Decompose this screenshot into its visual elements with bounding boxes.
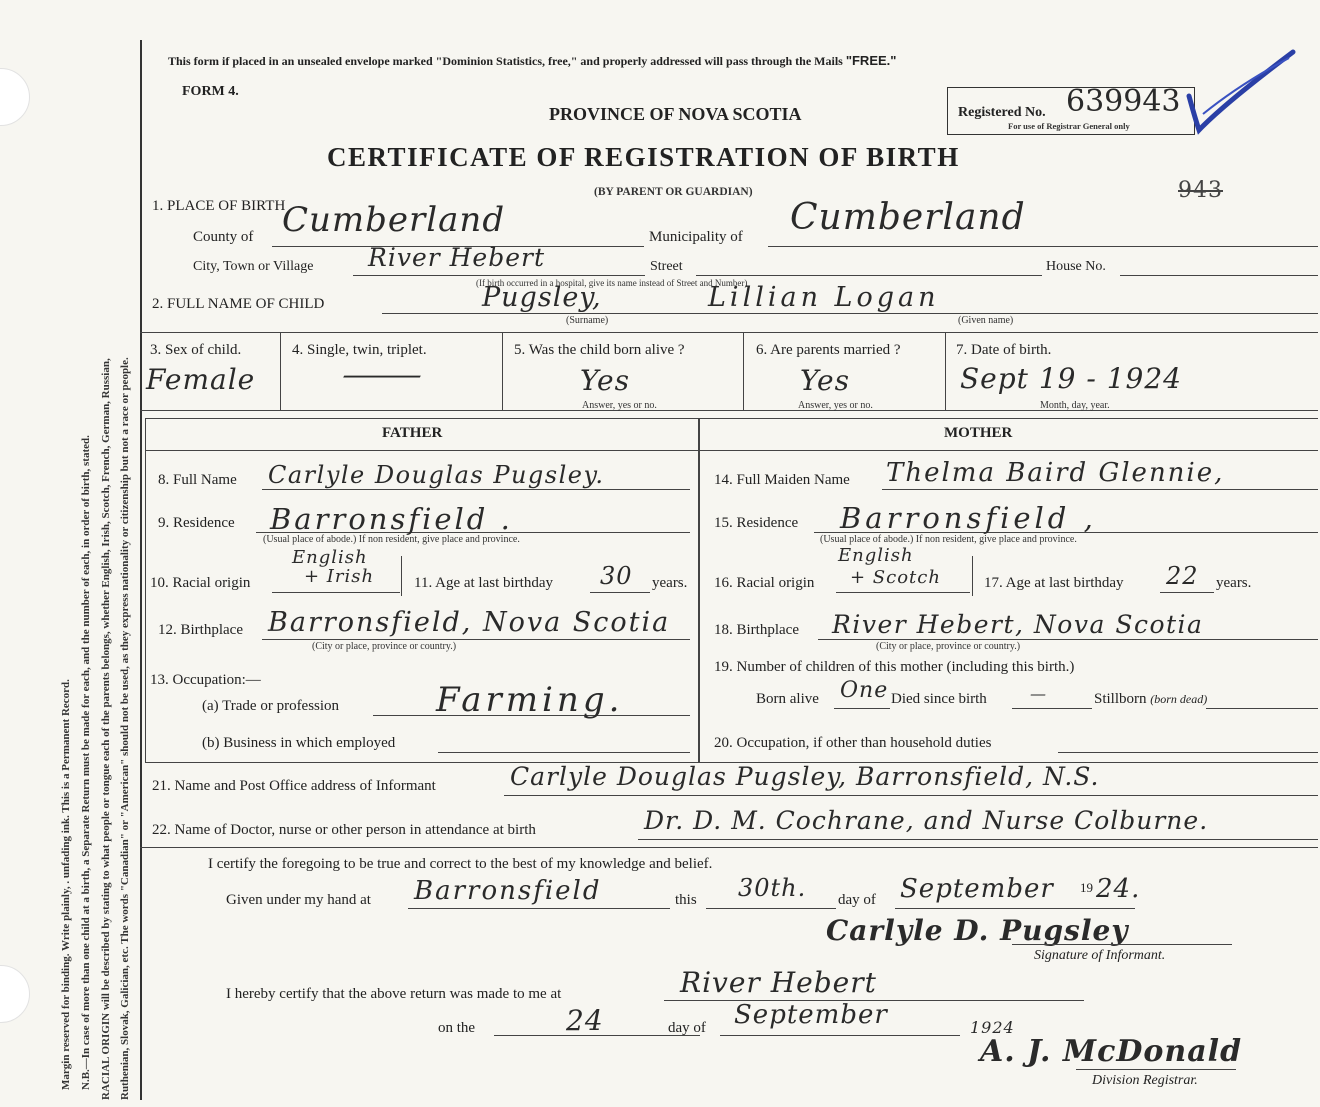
- sex-label: 3. Sex of child.: [150, 342, 242, 358]
- father-racial-label: 10. Racial origin: [150, 575, 251, 591]
- reg-day-of-label: day of: [668, 1020, 706, 1036]
- child-given-name: Lillian Logan: [708, 282, 940, 313]
- col-divider-3: [280, 332, 281, 410]
- born-alive-count-value: One: [840, 678, 889, 703]
- registrar-place-value: River Hebert: [680, 966, 877, 999]
- city-label: City, Town or Village: [193, 259, 314, 274]
- given-place-line: [408, 908, 670, 909]
- father-racial-value-top: English: [292, 547, 368, 568]
- check-mark-icon: [1185, 48, 1300, 138]
- born-alive-count-label: Born alive: [756, 691, 819, 707]
- registered-number-box: [947, 84, 1195, 135]
- parents-box-top: [145, 418, 1318, 419]
- stillborn-label: Stillborn (born dead): [1094, 691, 1208, 707]
- given-caption: (Given name): [958, 315, 1014, 326]
- doctor-label: 22. Name of Doctor, nurse or other person in attendance at birth: [152, 822, 536, 838]
- parents-married-caption: Answer, yes or no.: [798, 400, 873, 411]
- given-under-hand-label: Given under my hand at: [226, 892, 371, 908]
- house-label: House No.: [1046, 259, 1106, 274]
- day-of-label: day of: [838, 892, 876, 908]
- col-divider-5: [743, 332, 744, 410]
- child-name-line: [382, 313, 1318, 314]
- form-number: FORM 4.: [182, 84, 239, 99]
- doctor-line: [638, 839, 1318, 840]
- registrar-signature: A. J. McDonald: [980, 1034, 1243, 1069]
- mother-name-label: 14. Full Maiden Name: [714, 472, 850, 488]
- stillborn-line: [1206, 708, 1318, 709]
- registered-number: 639943: [1066, 84, 1181, 119]
- mother-occupation-label: 20. Occupation, if other than household duties: [714, 735, 992, 751]
- this-label: this: [675, 892, 697, 908]
- reg-year-value: 1924: [970, 1018, 1015, 1037]
- reg-month-line: [720, 1035, 960, 1036]
- binding-hole-top: [0, 68, 30, 126]
- registrar-signature-line: [1076, 1069, 1236, 1070]
- parents-header-line: [145, 450, 1318, 451]
- year-value: 24.: [1096, 874, 1141, 904]
- mother-age-label: 17. Age at last birthday: [984, 575, 1124, 591]
- business-label: (b) Business in which employed: [202, 735, 396, 751]
- form-left-border: [140, 40, 142, 1100]
- parents-married-value: Yes: [800, 364, 850, 397]
- born-alive-count-line: [834, 708, 890, 709]
- child-name-label: 2. FULL NAME OF CHILD: [152, 296, 325, 312]
- mother-birthplace-line: [818, 639, 1318, 640]
- mother-occupation-line: [1058, 752, 1318, 753]
- died-label: Died since birth: [891, 691, 987, 707]
- on-the-label: on the: [438, 1020, 476, 1036]
- business-line: [438, 752, 690, 753]
- margin-nb-note: N.B.—In case of more than one child at a birth, a Separate Return must be made for each, and the number of each, in order of birth, stated.: [80, 435, 92, 1090]
- house-line: [1120, 275, 1318, 276]
- father-years-label: years.: [652, 575, 688, 591]
- informant-line: [504, 795, 1318, 796]
- mother-age-line: [1160, 592, 1214, 593]
- registrar-use-note: For use of Registrar General only: [1008, 121, 1130, 131]
- plurality-value: —: [340, 358, 418, 391]
- month-line: [895, 908, 1135, 909]
- father-heading: FATHER: [382, 425, 443, 441]
- mother-birthplace-label: 18. Birthplace: [714, 622, 799, 638]
- mother-residence-label: 15. Residence: [714, 515, 799, 531]
- children-count-label: 19. Number of children of this mother (including this birth.): [714, 659, 1075, 675]
- informant-signature-caption: Signature of Informant.: [1034, 948, 1166, 963]
- informant-value: Carlyle Douglas Pugsley, Barronsfield, N.S.: [510, 762, 1100, 791]
- certificate-title: CERTIFICATE OF REGISTRATION OF BIRTH: [327, 142, 960, 172]
- died-value: —: [1030, 684, 1047, 703]
- mother-name-value: Thelma Baird Glennie,: [886, 458, 1225, 488]
- father-residence-value: Barronsfield .: [270, 502, 513, 536]
- mother-age-value: 22: [1166, 562, 1199, 590]
- month-value: September: [900, 874, 1054, 904]
- died-line: [1012, 708, 1092, 709]
- col-divider-4: [502, 332, 503, 410]
- mother-years-label: years.: [1216, 575, 1252, 591]
- mail-notice: This form if placed in an unsealed envelope marked "Dominion Statistics, free," and properly addressed will pass through the Mails "FREE.": [168, 53, 897, 68]
- county-value: Cumberland: [282, 200, 506, 240]
- mother-racial-value-bottom: + Scotch: [850, 567, 941, 588]
- father-box-left: [145, 418, 146, 762]
- street-label: Street: [650, 259, 683, 274]
- father-name-value: Carlyle Douglas Pugsley.: [268, 461, 605, 489]
- binding-hole-bottom: [0, 965, 30, 1023]
- municipality-value: Cumberland: [790, 197, 1026, 238]
- informant-section-divider: [140, 847, 1318, 848]
- municipality-label: Municipality of: [649, 229, 743, 245]
- father-occupation-label: 13. Occupation:—: [150, 672, 261, 688]
- parent-divider: [698, 418, 700, 762]
- father-name-label: 8. Full Name: [158, 472, 237, 488]
- father-racial-value-bottom: + Irish: [304, 566, 375, 587]
- given-place-value: Barronsfield: [414, 876, 602, 906]
- child-surname: Pugsley,: [482, 282, 602, 313]
- margin-binding-note: Margin reserved for binding. Write plainly, . unfading ink. This is a Permanent Record.: [60, 679, 72, 1090]
- parents-married-label: 6. Are parents married ?: [756, 342, 901, 358]
- county-label: County of: [193, 229, 254, 245]
- informant-signature: Carlyle D. Pugsley: [826, 914, 1129, 947]
- registered-label: Registered No.: [958, 105, 1046, 120]
- plurality-label: 4. Single, twin, triplet.: [292, 342, 427, 358]
- father-birthplace-line: [262, 639, 690, 640]
- born-alive-label: 5. Was the child born alive ?: [514, 342, 685, 358]
- city-line: [353, 275, 645, 276]
- reg-month-value: September: [734, 1000, 888, 1030]
- place-of-birth-label: 1. PLACE OF BIRTH: [152, 198, 286, 214]
- certificate-subtitle: (BY PARENT OR GUARDIAN): [594, 186, 753, 198]
- dob-value: Sept 19 - 1924: [960, 362, 1182, 395]
- margin-racial-note-1: RACIAL ORIGIN will be described by stating to what people or tongue each of the parents belongs, whether English, Irish, Scotch, French, German, Russian,: [100, 358, 112, 1100]
- father-age-label: 11. Age at last birthday: [414, 575, 553, 591]
- registrar-certify-text: I hereby certify that the above return was made to me at: [226, 986, 562, 1002]
- father-racial-line: [272, 592, 400, 593]
- mother-racial-value-top: English: [838, 545, 914, 566]
- born-alive-value: Yes: [580, 364, 630, 397]
- trade-value: Farming.: [436, 680, 624, 720]
- reg-day-value: 24: [566, 1004, 604, 1037]
- mother-residence-caption: (Usual place of abode.) If non resident, give place and province.: [820, 534, 1077, 545]
- mother-racial-line: [836, 592, 970, 593]
- trade-label: (a) Trade or profession: [202, 698, 340, 714]
- father-name-line: [262, 489, 690, 490]
- municipality-line: [768, 246, 1318, 247]
- city-value: River Hebert: [368, 243, 546, 272]
- row-divider-top: [140, 332, 1318, 333]
- father-birthplace-label: 12. Birthplace: [158, 622, 243, 638]
- father-birthplace-value: Barronsfield, Nova Scotia: [268, 607, 671, 638]
- born-alive-caption: Answer, yes or no.: [582, 400, 657, 411]
- registrar-caption: Division Registrar.: [1092, 1073, 1198, 1088]
- mother-racial-label: 16. Racial origin: [714, 575, 815, 591]
- street-line: [696, 275, 1042, 276]
- doctor-value: Dr. D. M. Cochrane, and Nurse Colburne.: [644, 806, 1209, 835]
- mother-birthplace-value: River Hebert, Nova Scotia: [832, 610, 1204, 639]
- margin-racial-note-2: Ruthenian, Slovak, Galician, etc. The words "Canadian" or "American" should not be used, as they express nationality or citizenship but not a race or people.: [119, 357, 131, 1100]
- mother-heading: MOTHER: [944, 425, 1013, 441]
- day-line: [706, 908, 836, 909]
- day-value: 30th.: [738, 874, 807, 902]
- surname-caption: (Surname): [566, 315, 609, 326]
- mother-racial-divider: [972, 556, 973, 596]
- dob-label: 7. Date of birth.: [956, 342, 1052, 358]
- father-residence-caption: (Usual place of abode.) If non resident, give place and province.: [263, 534, 520, 545]
- mother-name-line: [882, 489, 1318, 490]
- father-residence-label: 9. Residence: [158, 515, 235, 531]
- informant-label: 21. Name and Post Office address of Informant: [152, 778, 436, 794]
- year-prefix: 19: [1080, 880, 1093, 895]
- hospital-note: (If birth occurred in a hospital, give its name instead of Street and Number): [476, 278, 748, 288]
- col-divider-6: [945, 332, 946, 410]
- father-racial-divider: [401, 556, 402, 596]
- dob-caption: Month, day, year.: [1040, 400, 1110, 411]
- mother-residence-value: Barronsfield ,: [840, 501, 1097, 535]
- corner-number: 943: [1178, 178, 1223, 203]
- row-divider-bottom: [140, 410, 1318, 411]
- sex-value: Female: [146, 363, 256, 396]
- certify-text: I certify the foregoing to be true and correct to the best of my knowledge and belief.: [208, 856, 713, 872]
- father-birthplace-caption: (City or place, province or country.): [312, 641, 457, 652]
- father-age-line: [590, 592, 650, 593]
- informant-signature-line: [1012, 944, 1232, 945]
- mother-birthplace-caption: (City or place, province or country.): [876, 641, 1021, 652]
- province-heading: PROVINCE OF NOVA SCOTIA: [549, 104, 802, 124]
- father-age-value: 30: [600, 562, 633, 590]
